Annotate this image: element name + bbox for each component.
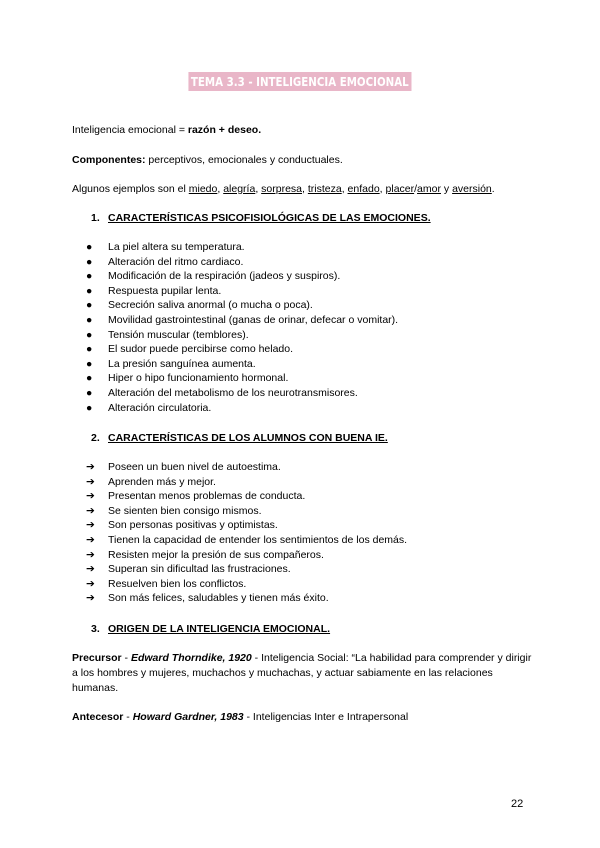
list-item-text: Respuesta pupilar lenta. <box>108 284 222 297</box>
students-list <box>86 460 407 606</box>
antecesor-text: - Inteligencias Inter e Intrapersonal <box>243 711 409 723</box>
arrow-icon: ➔ <box>86 461 95 473</box>
arrow-icon: ➔ <box>86 490 95 503</box>
list-item <box>86 577 407 592</box>
examples-line: Algunos ejemplos son el miedo, alegría, sorpresa, tristeza, enfado, placer/amor y aversión. <box>72 183 495 195</box>
precursor-name: Edward Thorndike, 1920 <box>130 652 252 664</box>
example-word: enfado <box>347 183 380 195</box>
list-item-text: Secreción saliva anormal (o mucha o poca). <box>108 299 313 312</box>
example-word: sorpresa <box>261 183 303 195</box>
list-item <box>86 475 407 490</box>
section-number: 2. <box>91 432 100 444</box>
example-word: placer <box>385 183 415 195</box>
arrow-icon: ➔ <box>86 592 95 605</box>
list-item-text: La presión sanguínea aumenta. <box>108 357 256 370</box>
list-item <box>86 518 407 533</box>
list-item-text: Son personas positivas y optimistas. <box>108 519 278 532</box>
antecesor-name: Howard Gardner, 1983 <box>132 711 244 723</box>
list-item-text: Resisten mejor la presión de sus compañeros. <box>108 548 324 561</box>
arrow-icon: ➔ <box>86 577 95 590</box>
bullet-icon: ● <box>86 401 93 414</box>
bullet-icon: ● <box>86 255 93 268</box>
section-title: ORIGEN DE LA INTELIGENCIA EMOCIONAL. <box>108 623 331 635</box>
list-item <box>86 328 398 343</box>
list-item <box>86 460 407 475</box>
bullet-icon: ● <box>86 372 93 385</box>
bullet-icon: ● <box>86 284 93 297</box>
antecesor-separator: - <box>123 711 133 723</box>
section-number: 1. <box>91 212 100 224</box>
list-item <box>86 240 398 255</box>
title-wrapper <box>0 72 600 91</box>
definition-prefix: Inteligencia emocional = <box>72 124 188 136</box>
list-item <box>86 562 407 577</box>
page-title: TEMA 3.3 - INTELIGENCIA EMOCIONAL <box>189 72 412 91</box>
components-line <box>72 153 343 167</box>
list-item-text: Son más felices, saludables y tienen más éxito. <box>108 592 329 605</box>
antecesor-label: Antecesor <box>72 711 124 723</box>
section-heading-3 <box>91 622 330 636</box>
list-item <box>86 371 398 386</box>
example-word: alegría <box>223 183 256 195</box>
example-word: miedo <box>188 183 218 195</box>
arrow-icon: ➔ <box>86 548 95 561</box>
list-item-text: La piel altera su temperatura. <box>108 241 245 253</box>
list-item-text: El sudor puede percibirse como helado. <box>108 343 294 356</box>
definition-line <box>72 123 261 137</box>
list-item-text: Alteración del ritmo cardiaco. <box>108 255 244 268</box>
example-word: amor <box>417 183 441 195</box>
list-item <box>86 284 398 299</box>
arrow-icon: ➔ <box>86 563 95 576</box>
bullet-icon: ● <box>86 299 93 312</box>
list-item-text: Tensión muscular (temblores). <box>108 328 249 341</box>
list-item <box>86 313 398 328</box>
section-heading-1 <box>91 211 431 225</box>
examples-prefix: Algunos ejemplos son el <box>72 183 189 195</box>
bullet-icon: ● <box>86 386 93 399</box>
list-item <box>86 357 398 372</box>
section-heading-2 <box>91 431 388 445</box>
list-item-text: Alteración del metabolismo de los neurotransmisores. <box>108 386 358 399</box>
list-item-text: Aprenden más y mejor. <box>108 475 216 488</box>
page-number: 22 <box>511 798 524 810</box>
list-item-text: Movilidad gastrointestinal (ganas de orinar, defecar o vomitar). <box>108 313 399 326</box>
arrow-icon: ➔ <box>86 504 95 517</box>
arrow-icon: ➔ <box>86 475 95 488</box>
components-text: perceptivos, emocionales y conductuales. <box>145 154 343 166</box>
list-item <box>86 342 398 357</box>
list-item-text: Modificación de la respiración (jadeos y suspiros). <box>108 270 341 283</box>
bullet-icon: ● <box>86 357 93 370</box>
bullet-icon: ● <box>86 343 93 356</box>
list-item <box>86 386 398 401</box>
list-item-text: Alteración circulatoria. <box>108 401 212 414</box>
list-item <box>86 533 407 548</box>
list-item-text: Tienen la capacidad de entender los sentimientos de los demás. <box>108 533 408 546</box>
antecesor-paragraph <box>72 710 532 725</box>
components-label: Componentes: <box>72 154 146 166</box>
precursor-text: - Inteligencia Social: “La habilidad para comprender y dirigir a los hombres y mujeres, muchachos y muchachas, y actuar sabiamente en las relaciones humanas. <box>72 652 532 695</box>
section-title: CARACTERÍSTICAS DE LOS ALUMNOS CON BUENA IE. <box>108 432 388 444</box>
definition-formula: razón + deseo. <box>187 124 262 136</box>
precursor-label: Precursor <box>72 652 122 664</box>
bullet-icon: ● <box>86 328 93 341</box>
list-item <box>86 401 398 416</box>
psychophysiological-list <box>86 240 398 415</box>
list-item-text: Hiper o hipo funcionamiento hormonal. <box>108 372 289 385</box>
list-item-text: Se sienten bien consigo mismos. <box>108 504 262 517</box>
precursor-paragraph <box>72 651 532 697</box>
list-item <box>86 591 407 606</box>
section-number: 3. <box>91 623 100 635</box>
list-item-text: Superan sin dificultad las frustraciones. <box>108 563 291 576</box>
bullet-icon: ● <box>86 241 93 253</box>
list-item <box>86 489 407 504</box>
list-item <box>86 504 407 519</box>
list-item-text: Resuelven bien los conflictos. <box>108 577 247 590</box>
list-item <box>86 269 398 284</box>
bullet-icon: ● <box>86 313 93 326</box>
example-word: tristeza <box>307 183 342 195</box>
list-item <box>86 255 398 270</box>
list-item <box>86 548 407 563</box>
bullet-icon: ● <box>86 270 93 283</box>
list-item-text: Poseen un buen nivel de autoestima. <box>108 461 281 473</box>
section-title: CARACTERÍSTICAS PSICOFISIOLÓGICAS DE LAS EMOCIONES. <box>108 212 431 224</box>
precursor-separator: - <box>121 652 131 664</box>
arrow-icon: ➔ <box>86 533 95 546</box>
example-word: aversión <box>452 183 492 195</box>
arrow-icon: ➔ <box>86 519 95 532</box>
list-item-text: Presentan menos problemas de conducta. <box>108 490 306 503</box>
list-item <box>86 298 398 313</box>
